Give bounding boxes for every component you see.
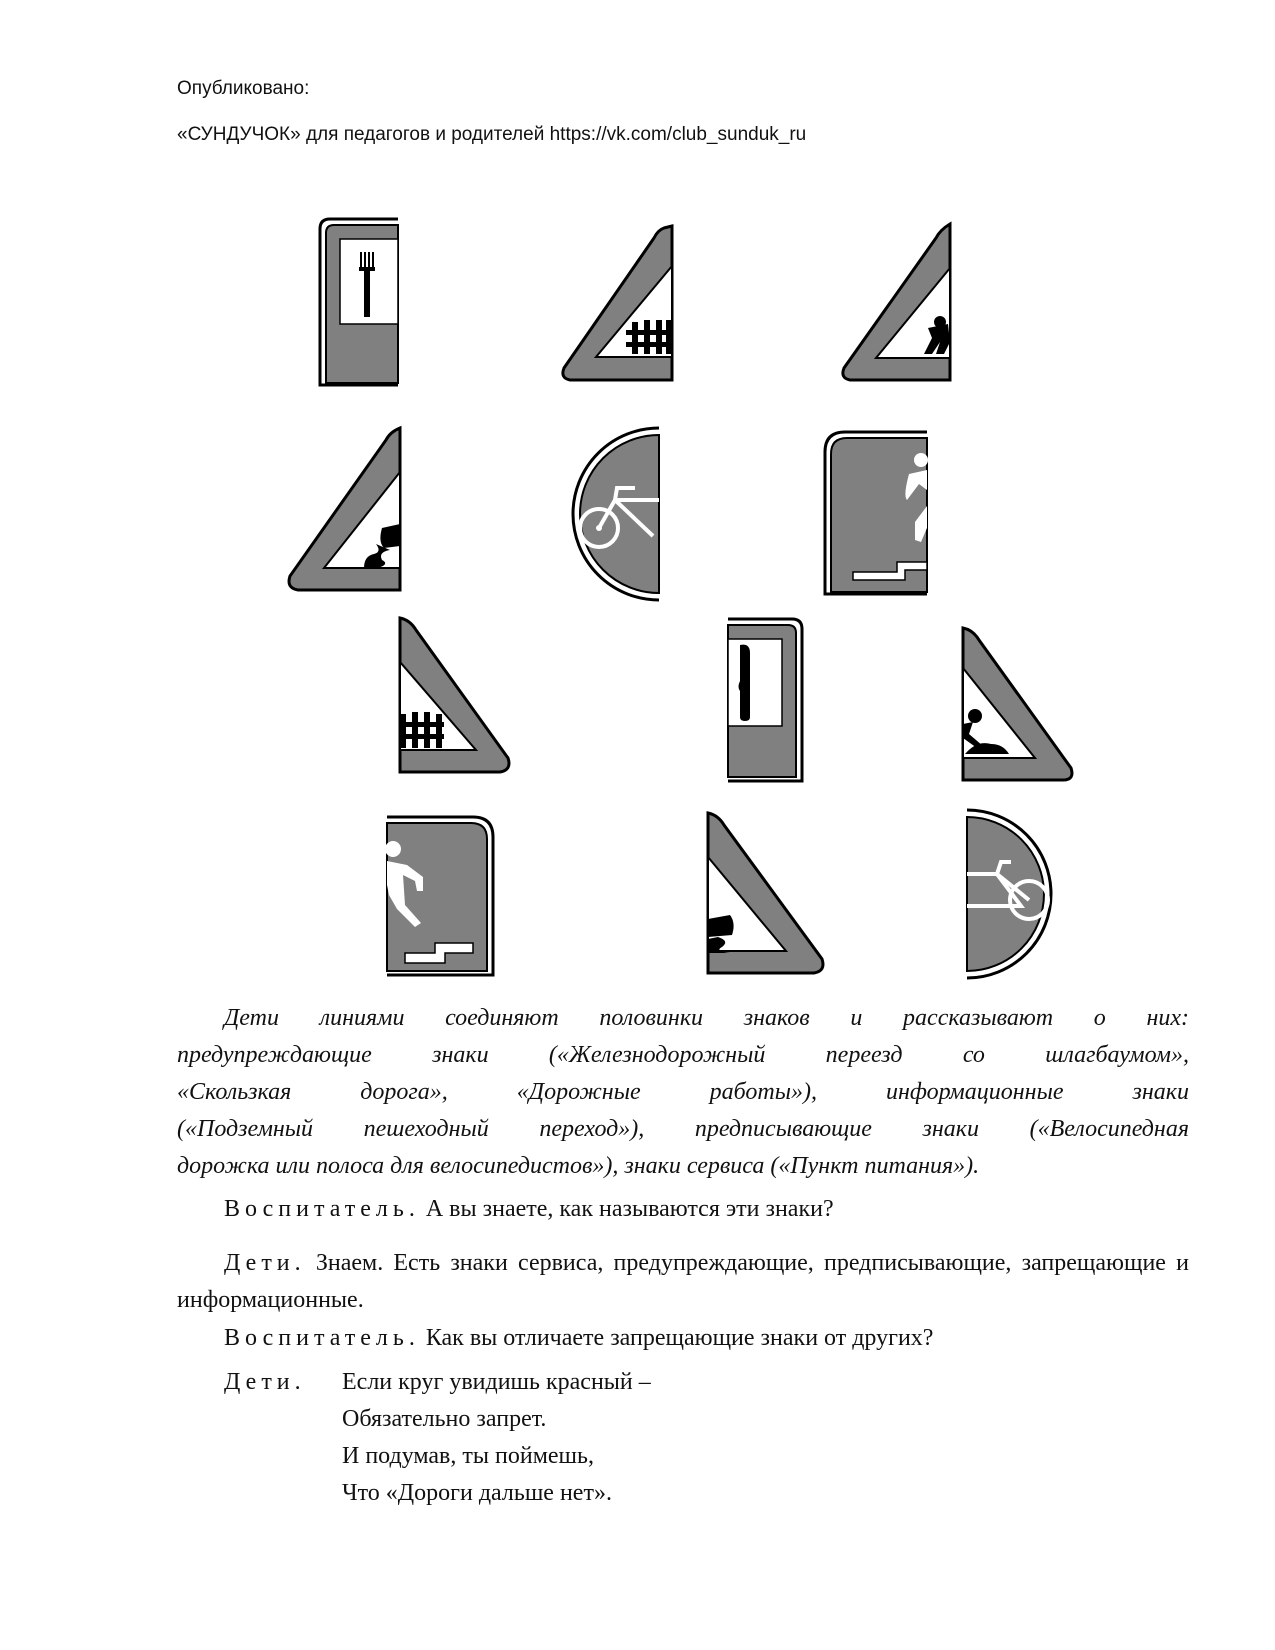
sign-food-left-half[interactable] bbox=[318, 217, 398, 387]
intro-paragraph bbox=[177, 1000, 1189, 1185]
skidding-car-icon bbox=[708, 813, 828, 975]
poem bbox=[342, 1364, 651, 1512]
dialogue-text: А вы знаете, как называются эти знаки? bbox=[419, 1196, 834, 1222]
fence-icon bbox=[560, 226, 672, 382]
bicycle-icon bbox=[553, 428, 659, 600]
source-line: «СУНДУЧОК» для педагогов и родителей https://vk.com/club_sunduk_ru bbox=[177, 124, 807, 145]
intro-line: дорожка или полоса для велосипедистов»), знаки сервиса («Пункт питания»). bbox=[177, 1153, 980, 1179]
bicycle-icon bbox=[967, 810, 1073, 978]
sign-underpass-right-half[interactable] bbox=[387, 815, 495, 977]
sign-bicycle-path-left-half[interactable] bbox=[553, 428, 659, 600]
pedestrian-icon bbox=[823, 430, 927, 596]
worker-icon bbox=[840, 224, 950, 382]
intro-line: Дети линиями соединяют половинки знаков и рассказывают о них: bbox=[224, 1005, 1189, 1031]
dialogue-line-4 bbox=[177, 1364, 1189, 1401]
knife-icon bbox=[728, 617, 804, 783]
intro-line: «Скользкая дорога», «Дорожные работы»), информационные знаки bbox=[177, 1079, 1189, 1105]
shovel-icon bbox=[963, 628, 1075, 782]
sign-roadworks-right-half[interactable] bbox=[963, 628, 1075, 782]
speaker-label: Воспитатель. bbox=[224, 1325, 420, 1351]
sign-bicycle-path-right-half[interactable] bbox=[967, 810, 1073, 978]
skidding-car-icon bbox=[286, 428, 400, 592]
sign-rail-crossing-right-half[interactable] bbox=[400, 618, 512, 774]
dialogue-text: Знаем. Есть знаки сервиса, предупреждающие, предписывающие, запрещающие и информационные. bbox=[177, 1250, 1189, 1313]
speaker-label: Дети. bbox=[224, 1369, 306, 1395]
poem-line: Если круг увидишь красный – bbox=[342, 1369, 651, 1395]
fork-icon bbox=[318, 217, 398, 387]
published-label: Опубликовано: bbox=[177, 78, 310, 99]
fence-icon bbox=[400, 618, 512, 774]
sign-slippery-road-left-half[interactable] bbox=[286, 428, 400, 592]
intro-line: предупреждающие знаки («Железнодорожный переезд со шлагбаумом», bbox=[177, 1042, 1189, 1068]
sign-underpass-left-half[interactable] bbox=[823, 430, 927, 596]
dialogue-line-2 bbox=[177, 1245, 1189, 1319]
intro-line: («Подземный пешеходный переход»), предписывающие знаки («Велосипедная bbox=[177, 1116, 1189, 1142]
sign-roadworks-left-half[interactable] bbox=[840, 224, 950, 382]
speaker-label: Дети. bbox=[224, 1250, 306, 1276]
speaker-label: Воспитатель. bbox=[224, 1196, 420, 1222]
sign-food-right-half[interactable] bbox=[728, 617, 804, 783]
dialogue-line-1 bbox=[177, 1191, 1189, 1228]
sign-rail-crossing-left-half[interactable] bbox=[560, 226, 672, 382]
poem-line: Обязательно запрет. bbox=[342, 1406, 547, 1432]
poem-line: Что «Дороги дальше нет». bbox=[342, 1480, 612, 1506]
poem-line: И подумав, ты поймешь, bbox=[342, 1443, 594, 1469]
sign-slippery-road-right-half[interactable] bbox=[708, 813, 828, 975]
dialogue-line-3 bbox=[177, 1320, 1189, 1357]
pedestrian-icon bbox=[387, 815, 495, 977]
dialogue-text: Как вы отличаете запрещающие знаки от других? bbox=[419, 1325, 934, 1351]
